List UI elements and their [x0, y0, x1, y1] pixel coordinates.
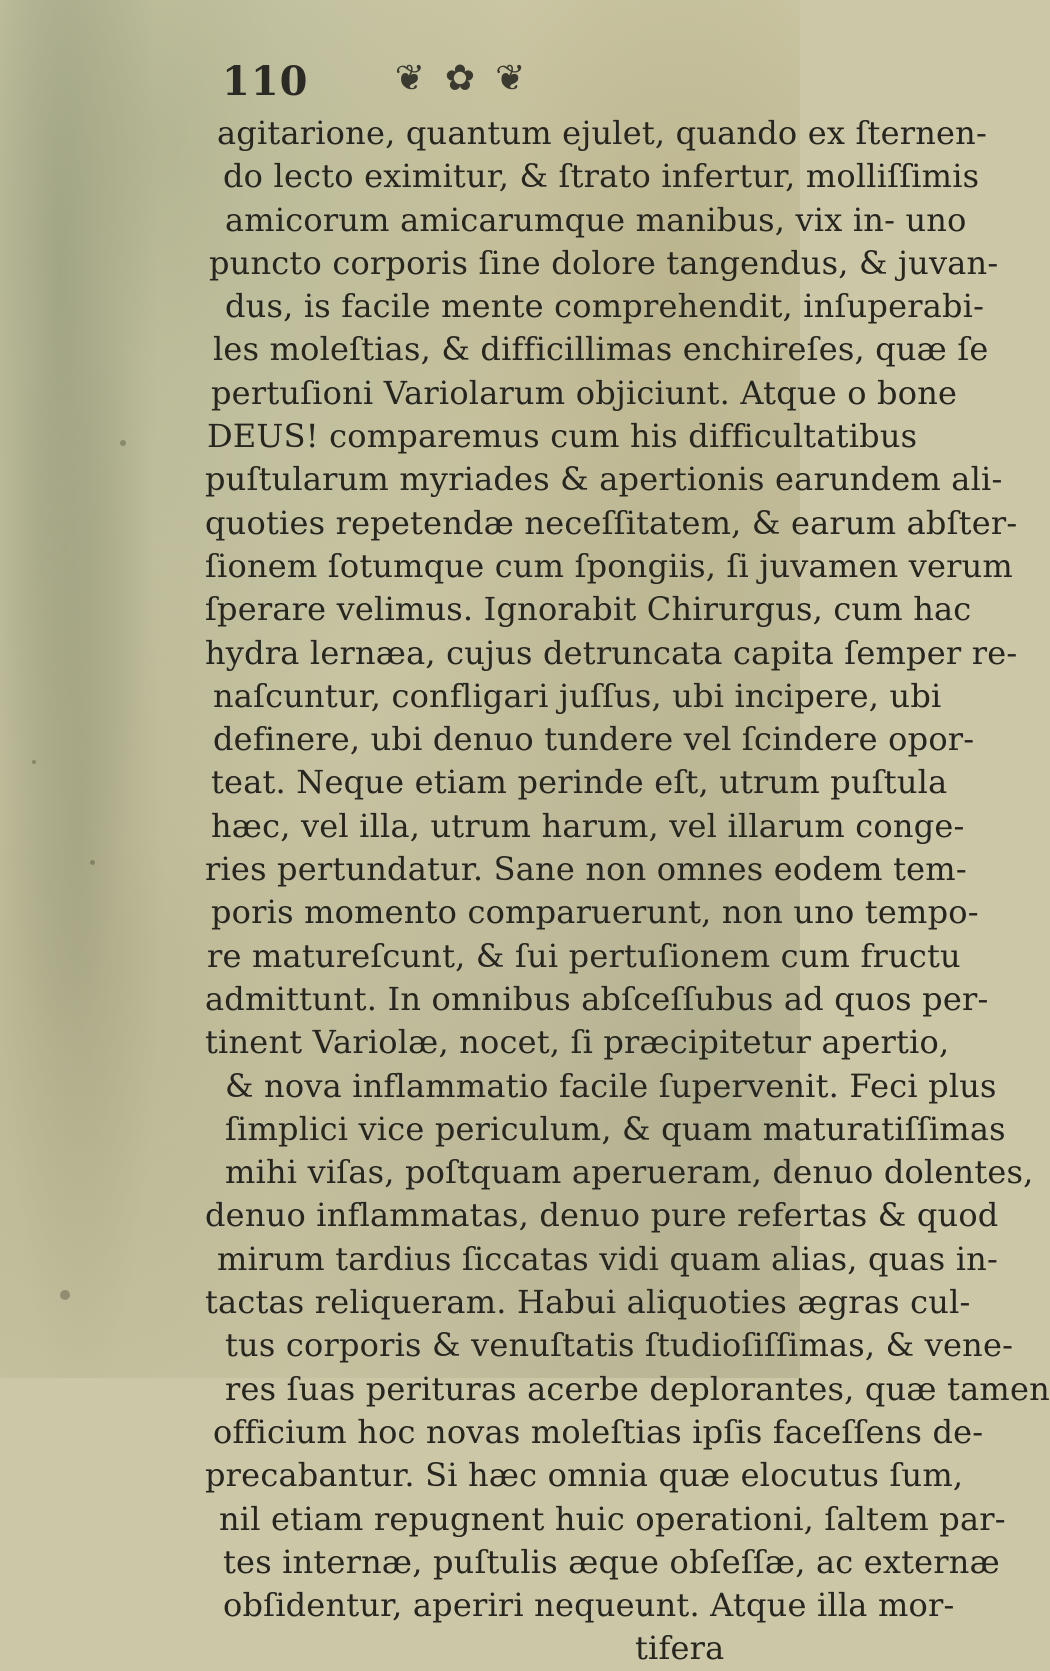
text-line: nil etiam repugnent huic operationi, ſaltem par-: [219, 1499, 1006, 1538]
text-line: ſionem ſotumque cum ſpongiis, ſi juvamen verum: [205, 546, 1013, 585]
text-line: agitarione, quantum ejulet, quando ex ſternen-: [217, 114, 987, 152]
page-number: 110: [222, 58, 309, 105]
text-line: obſidentur, aperiri nequeunt. Atque illa mor-: [223, 1586, 955, 1625]
floral-ornament-icon: ❦: [394, 57, 425, 99]
floral-ornament-icon: ❦: [495, 57, 526, 99]
header-ornament: [330, 52, 590, 104]
text-line: denuo inflammatas, denuo pure refertas & quod: [205, 1196, 999, 1235]
text-line: definere, ubi denuo tundere vel ſcindere opor-: [213, 720, 975, 759]
bleed-through-margin: [0, 0, 200, 1378]
text-line: officium hoc novas moleſtias ipſis faceſſens de-: [213, 1412, 984, 1451]
text-line: poris momento comparuerunt, non uno tempo-: [211, 893, 979, 932]
text-line: ries pertundatur. Sane non omnes eodem tem-: [205, 850, 967, 889]
text-line: les moleſtias, & difficillimas enchireſes, quæ ſe: [213, 330, 989, 369]
floral-ornament-icon: ✿: [444, 57, 476, 99]
text-line: tactas reliqueram. Habui aliquoties ægras cul-: [205, 1283, 971, 1322]
text-line: mirum tardius ſiccatas vidi quam alias, quas in-: [217, 1239, 998, 1278]
text-line: admittunt. In omnibus abſceſſubus ad quos per-: [205, 979, 989, 1018]
text-line: teat. Neque etiam perinde eſt, utrum puſtula: [211, 763, 948, 802]
text-line: precabantur. Si hæc omnia quæ elocutus ſum,: [205, 1456, 964, 1495]
text-line: mihi viſas, poſtquam aperueram, denuo dolentes,: [225, 1153, 1034, 1192]
text-line: do lecto eximitur, & ſtrato infertur, molliſſimis: [223, 157, 980, 196]
text-line: hydra lernæa, cujus detruncata capita ſemper re-: [205, 633, 1018, 672]
text-line: puſtularum myriades & apertionis earundem ali-: [205, 460, 1003, 499]
text-line: res ſuas perituras acerbe deplorantes, quæ tamen: [225, 1369, 1050, 1408]
text-line: ſimplici vice periculum, & quam maturatiſſimas: [225, 1109, 1006, 1148]
text-line: re matureſcunt, & ſui pertuſionem cum fructu: [207, 936, 961, 975]
text-line: pertuſioni Variolarum objiciunt. Atque o bone: [211, 373, 958, 412]
body-text: [205, 112, 1050, 1671]
text-line: tinent Variolæ, nocet, ſi præcipitetur apertio,: [205, 1023, 950, 1062]
text-line: tes internæ, puſtulis æque obſeſſæ, ac externæ: [223, 1542, 1000, 1581]
text-line: tus corporis & venuſtatis ſtudioſiſſimas, & vene-: [225, 1326, 1014, 1365]
text-line: & nova inflammatio facile ſupervenit. Feci plus: [225, 1066, 997, 1105]
text-line: naſcuntur, confligari juſſus, ubi incipere, ubi: [213, 676, 942, 715]
text-line: amicorum amicarumque manibus, vix in- uno: [225, 200, 967, 239]
text-line: ſperare velimus. Ignorabit Chirurgus, cum hac: [205, 590, 972, 629]
text-line: tifera: [635, 1629, 725, 1668]
text-line: DEUS! comparemus cum his difficultatibus: [207, 417, 918, 456]
text-line: quoties repetendæ neceſſitatem, & earum abſter-: [205, 503, 1018, 542]
text-line: puncto corporis ſine dolore tangendus, & juvan-: [209, 243, 999, 282]
text-line: dus, is facile mente comprehendit, inſuperabi-: [225, 287, 985, 326]
text-line: hæc, vel illa, utrum harum, vel illarum conge-: [211, 806, 965, 845]
